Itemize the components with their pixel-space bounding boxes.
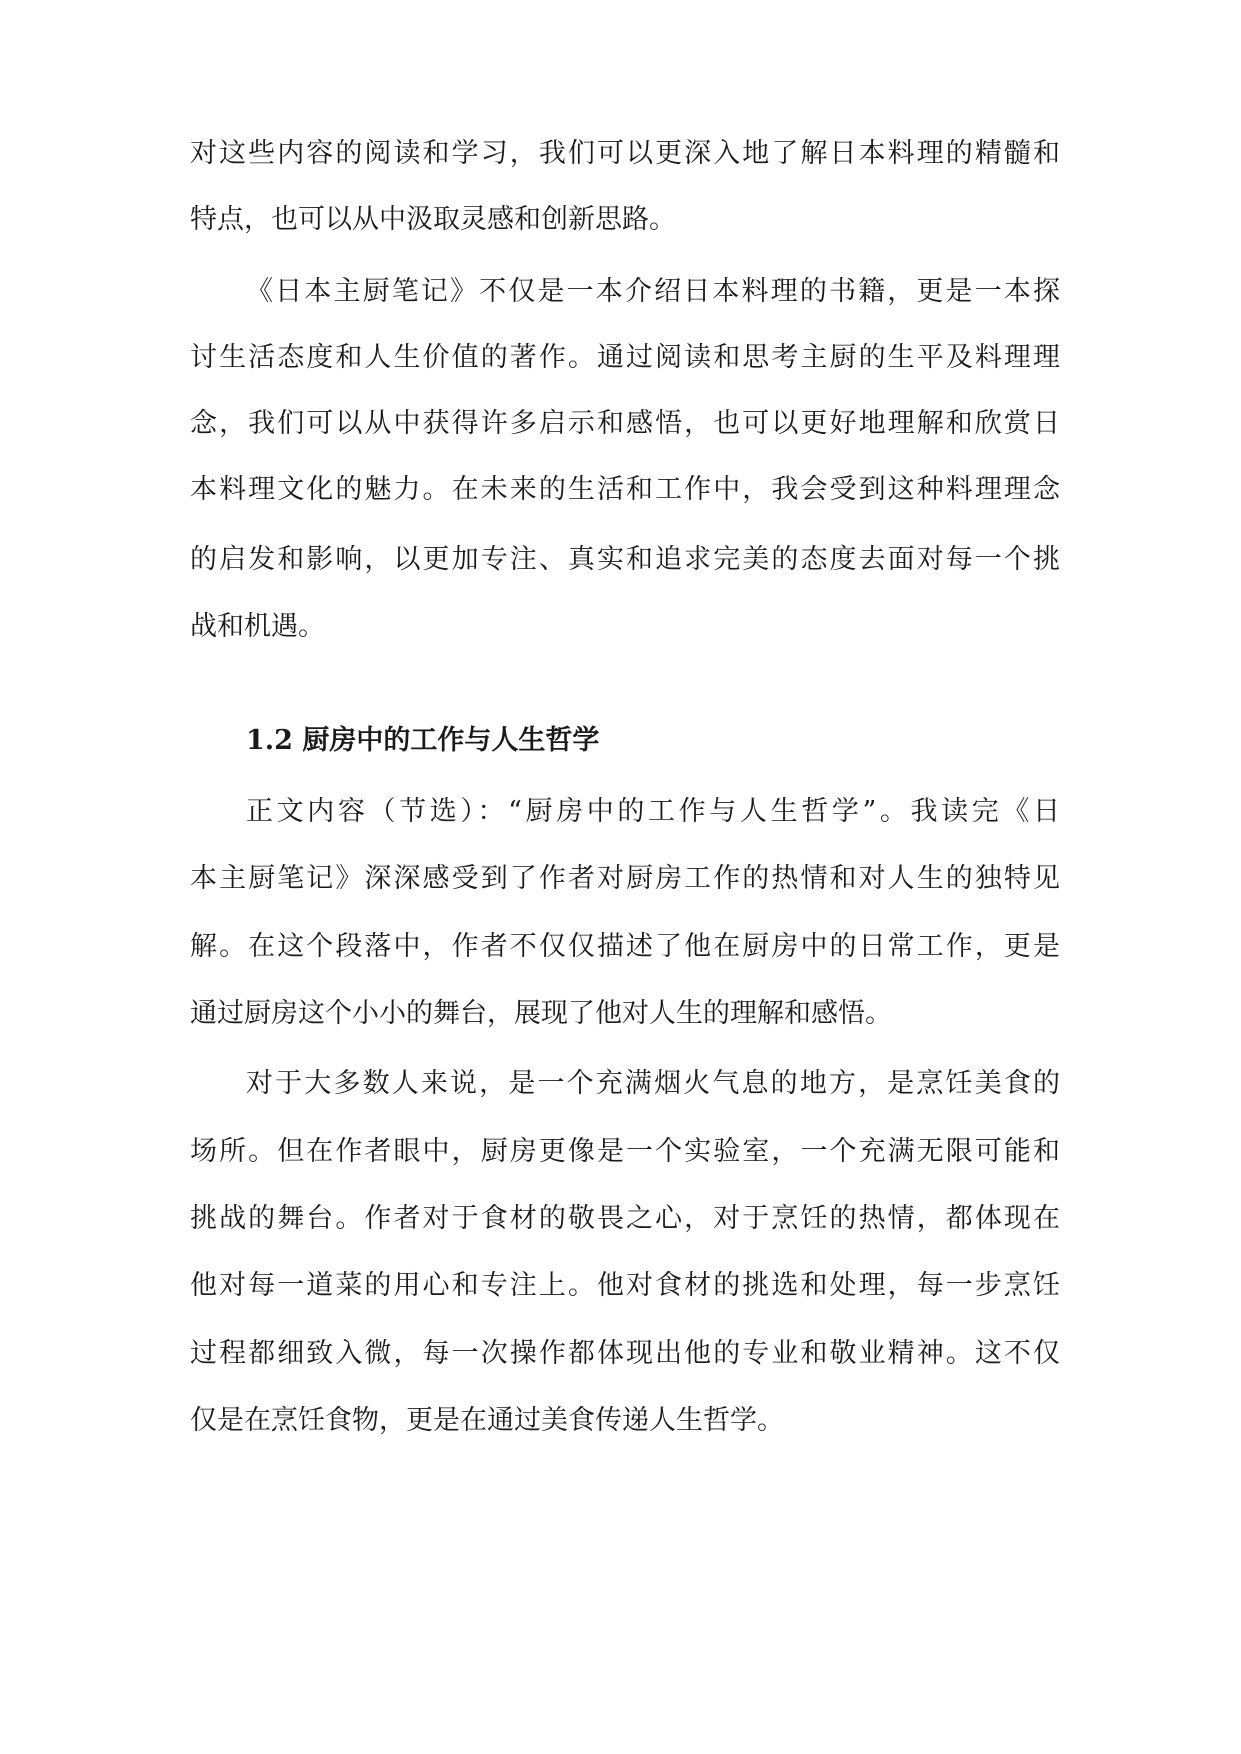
paragraph-4-line-6: 仅是在烹饪食物，更是在通过美食传递人生哲学。 xyxy=(190,1405,784,1436)
paragraph-3-line-1: 正文内容（节选）：“厨房中的工作与人生哲学”。我读完《日 xyxy=(246,796,1060,827)
paragraph-3-line-4: 通过厨房这个小小的舞台，展现了他对人生的理解和感悟。 xyxy=(190,998,892,1029)
paragraph-2-line-5: 的启发和影响，以更加专注、真实和追求完美的态度去面对每一个挑 xyxy=(190,544,1060,575)
paragraph-4-line-5: 过程都细致入微，每一次操作都体现出他的专业和敬业精神。这不仅 xyxy=(190,1338,1060,1369)
paragraph-4-line-1: 对于大多数人来说，是一个充满烟火气息的地方，是烹饪美食的 xyxy=(246,1068,1060,1099)
paragraph-2-line-2: 讨生活态度和人生价值的著作。通过阅读和思考主厨的生平及料理理 xyxy=(190,342,1060,373)
paragraph-4-line-3: 挑战的舞台。作者对于食材的敬畏之心，对于烹饪的热情，都体现在 xyxy=(190,1203,1060,1234)
paragraph-4-line-2: 场所。但在作者眼中，厨房更像是一个实验室，一个充满无限可能和 xyxy=(190,1136,1060,1167)
paragraph-4-line-4: 他对每一道菜的用心和专注上。他对食材的挑选和处理，每一步烹饪 xyxy=(190,1270,1060,1301)
paragraph-2-line-1: 《日本主厨笔记》不仅是一本介绍日本料理的书籍，更是一本探 xyxy=(246,276,1060,307)
paragraph-1-line-1: 对这些内容的阅读和学习，我们可以更深入地了解日本料理的精髓和 xyxy=(190,138,1060,169)
paragraph-2-line-4: 本料理文化的魅力。在未来的生活和工作中，我会受到这种料理理念 xyxy=(190,474,1060,505)
paragraph-2-line-3: 念，我们可以从中获得许多启示和感悟，也可以更好地理解和欣赏日 xyxy=(190,408,1060,439)
paragraph-3-line-3: 解。在这个段落中，作者不仅仅描述了他在厨房中的日常工作，更是 xyxy=(190,931,1060,962)
paragraph-3-line-2: 本主厨笔记》深深感受到了作者对厨房工作的热情和对人生的独特见 xyxy=(190,863,1060,894)
paragraph-1-line-2: 特点，也可以从中汲取灵感和创新思路。 xyxy=(190,204,676,235)
paragraph-2-line-6: 战和机遇。 xyxy=(190,611,325,642)
section-heading: 1.2 厨房中的工作与人生哲学 xyxy=(246,725,600,756)
